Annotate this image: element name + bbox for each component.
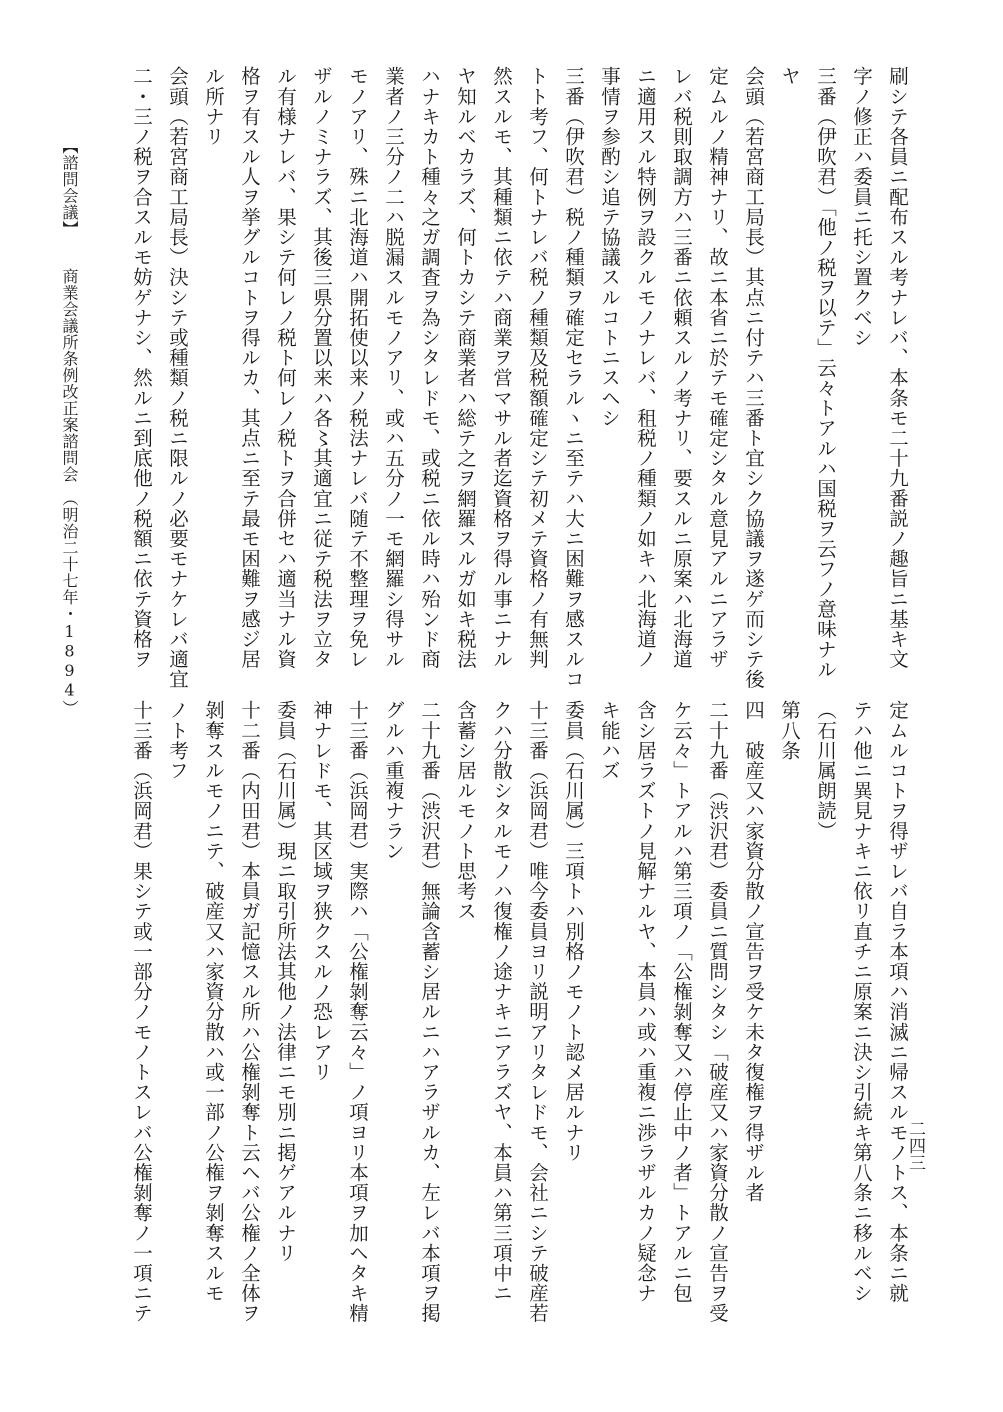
text-column: 刷シテ各員ニ配布スル考ナレバ、本条モ二十九番説ノ趣旨ニ基キ文 [886,66,909,669]
text-column: モノアリ、殊ニ北海道ハ開拓使以来ノ税法ナレバ随テ不整理ヲ免レ [346,66,369,669]
text-column: 会頭（若宮商工局長）其点ニ付テハ三番ト宜シク協議ヲ遂ゲ而シテ後 [742,66,765,690]
text-column: 三番（伊吹君）税ノ種類ヲ確定セラルヽニ至テハ大ニ困難ヲ感スルコ [562,66,585,690]
text-column: 委員（石川属）現ニ取引所法其他ノ法律ニモ別ニ掲ゲアルナリ [274,700,297,1263]
text-column: 会頭（若宮商工局長）決シテ或種類ノ税ニ限ルノ必要モナケレバ適宜 [166,66,189,690]
text-column: レバ税則取調方ハ三番ニ依頼スルノ考ナリ、要スルニ原案ハ北海道 [670,66,693,669]
text-column: ザルノミナラズ、其後三県分置以来ハ各〻其適宜ニ従テ税法ヲ立タ [310,66,333,669]
text-column: 十三番（浜岡君）実際ハ「公権剝奪云々」ノ項ヨリ本項ヲ加ヘタキ精 [346,700,369,1324]
text-column: クハ分散シタルモノハ復権ノ途ナキニアラズヤ、本員ハ第三項中ニ [490,700,513,1303]
text-column: 二十九番（渋沢君）無論含蓄シ居ルニハアラザルカ、左レバ本項ヲ掲 [418,700,441,1324]
running-footer-date: （明治二十七年・1894） [60,490,79,717]
text-column: 字ノ修正ハ委員ニ托シ置クベシ [850,66,873,348]
text-column: ル有様ナレバ、果シテ何レノ税ト何レノ税トヲ合併セハ適当ナル資 [274,66,297,669]
text-column: ニ適用スル特例ヲ設クルモノナレバ、租税ノ種類ノ如キハ北海道ノ [634,66,657,669]
text-column: 事情ヲ参酌シ追テ協議スルコトニスヘシ [598,66,621,428]
text-column: ケ云々」トアルハ第三項ノ「公権剝奪又ハ停止中ノ者」トアルニ包 [670,700,693,1303]
text-column: 十二番（内田君）本員ガ記憶スル所ハ公権剝奪ト云ヘバ公権ノ全体ヲ [238,700,261,1324]
text-column: ノト考フ [166,700,189,781]
text-column: ハナキカト種々之ガ調査ヲ為シタレドモ、或税ニ依ル時ハ殆ンド商 [418,66,441,669]
text-column: キ能ハズ [598,700,621,781]
text-column: 二十九番（渋沢君）委員ニ質問シタシ「破産又ハ家資分散ノ宣告ヲ受 [706,700,729,1324]
text-column: 二・三ノ税ヲ合スルモ妨ゲナシ、然ルニ到底他ノ税額ニ依テ資格ヲ [130,66,153,669]
running-footer-label: 【諮問会議】 [60,138,79,237]
text-column: テハ他ニ異見ナキニ依リ直チニ原案ニ決シ引続キ第八条ニ移ルベシ [850,700,873,1303]
text-column: トト考フ、何トナレバ税ノ種類及税額確定シテ初メテ資格ノ有無判 [526,66,549,669]
running-footer-title: 商業会議所条例改正案諮問会 [60,268,79,483]
text-column: 含シ居ラズトノ見解ナルヤ、本員ハ或ハ重複ニ渉ラザルカノ疑念ナ [634,700,657,1303]
text-column: 含蓄シ居ルモノト思考ス [454,700,477,922]
text-column: 委員（石川属）三項トハ別格ノモノト認メ居ルナリ [562,700,585,1163]
text-column: 剝奪スルモノニテ、破産又ハ家資分散ハ或一部ノ公権ヲ剝奪スルモ [202,700,225,1303]
text-column: ル所ナリ [202,66,225,147]
text-column: ヤ知ルベカラズ、何トカシテ商業者ハ総テ之ヲ網羅スルガ如キ税法 [454,66,477,669]
upper-text-block [110,66,910,690]
text-column: グルハ重複ナラン [382,700,405,861]
lower-text-block [110,700,910,1324]
text-column: （石川属朗読） [814,700,837,841]
text-column: 定ムルコトヲ得ザレバ自ラ本項ハ消滅ニ帰スルモノトス、本条ニ就 [886,700,909,1303]
text-column: 三番（伊吹君）「他ノ税ヲ以テ」云々トアルハ国税ヲ云フノ意味ナル [814,66,837,680]
text-column: 業者ノ三分ノ二ハ脱漏スルモノアリ、或ハ五分ノ一モ網羅シ得サル [382,66,405,669]
text-column: 然スルモ、其種類ニ依テハ商業ヲ営マサル者迄資格ヲ得ル事ニナル [490,66,513,669]
text-column: 四 破産又ハ家資分散ノ宣告ヲ受ケ未タ復権ヲ得ザル者 [742,700,765,1203]
text-column: 十三番（浜岡君）果シテ或一部分ノモノトスレバ公権剝奪ノ一項ニテ [130,700,153,1324]
text-column: 神ナレドモ、其区域ヲ狭クスルノ恐レアリ [310,700,333,1082]
text-column: 定ムルノ精神ナリ、故ニ本省ニ於テモ確定シタル意見アルニアラザ [706,66,729,669]
page-number: 二四三 [905,1120,925,1171]
text-column: 格ヲ有スル人ヲ挙グルコトヲ得ルカ、其点ニ至テ最モ困難ヲ感ジ居 [238,66,261,669]
text-column: ヤ [778,66,801,87]
text-column: 第八条 [778,700,801,761]
text-column: 十三番（浜岡君）唯今委員ヨリ説明アリタレドモ、会社ニシテ破産若 [526,700,549,1324]
